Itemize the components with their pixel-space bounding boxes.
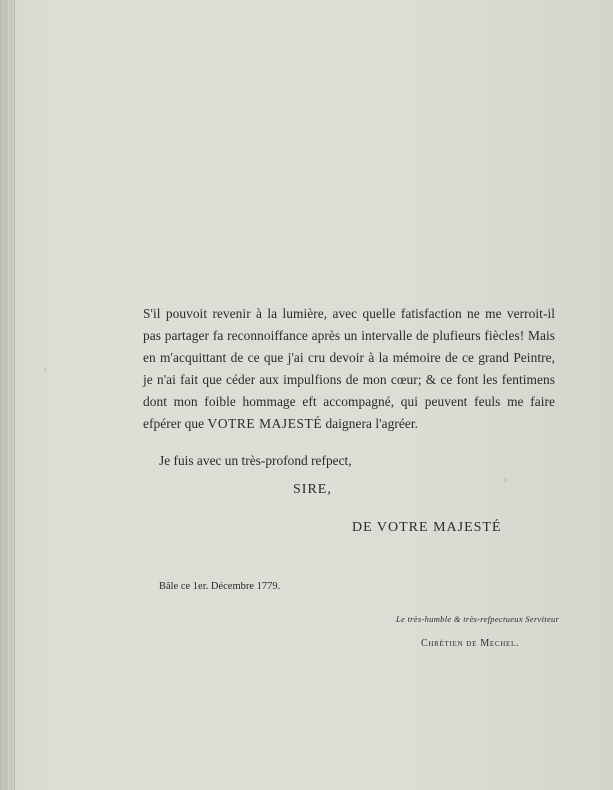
letter-paragraph: [143, 303, 555, 435]
majesty-closing: DE VOTRE MAJESTÉ: [352, 520, 502, 535]
letter-line: en m'acquittant de ce que j'ai cru devoir à la mémoire de ce grand Peintre,: [143, 350, 555, 365]
sire-salutation: SIRE,: [293, 482, 332, 497]
letter-line: S'il pouvoit revenir à la lumière, avec quelle fatisfaction ne me verroit-il: [143, 306, 555, 321]
respect-line: Je fuis avec un très-profond refpect,: [159, 453, 352, 468]
letter-line: pas partager fa reconnoiffance après un intervalle de plufieurs fiècles! Mais: [143, 328, 555, 343]
book-spine-edge: [0, 0, 14, 790]
paper-speck: [503, 478, 507, 482]
letter-line: je n'ai fait que céder aux impulfions de mon cœur; & ce font les fentimens: [143, 372, 555, 387]
votre-majeste-inline: VOTRE MAJESTÉ: [207, 416, 323, 431]
paper-speck: [44, 368, 47, 371]
letter-line-final-end: daignera l'agréer.: [322, 416, 419, 431]
date-line: Bâle ce 1er. Décembre 1779.: [159, 581, 281, 592]
spine-shadow-line: [14, 0, 15, 790]
signature-name: Chrétien de Mechel.: [421, 638, 520, 649]
servant-line: Le très-humble & très-refpectueux Serviteur: [396, 614, 560, 624]
letter-line-final-start: efpérer que: [143, 416, 208, 431]
letter-line: dont mon foible hommage eft accompagné, qui peuvent feuls me faire: [143, 394, 555, 409]
letter-line-final: [143, 413, 555, 435]
